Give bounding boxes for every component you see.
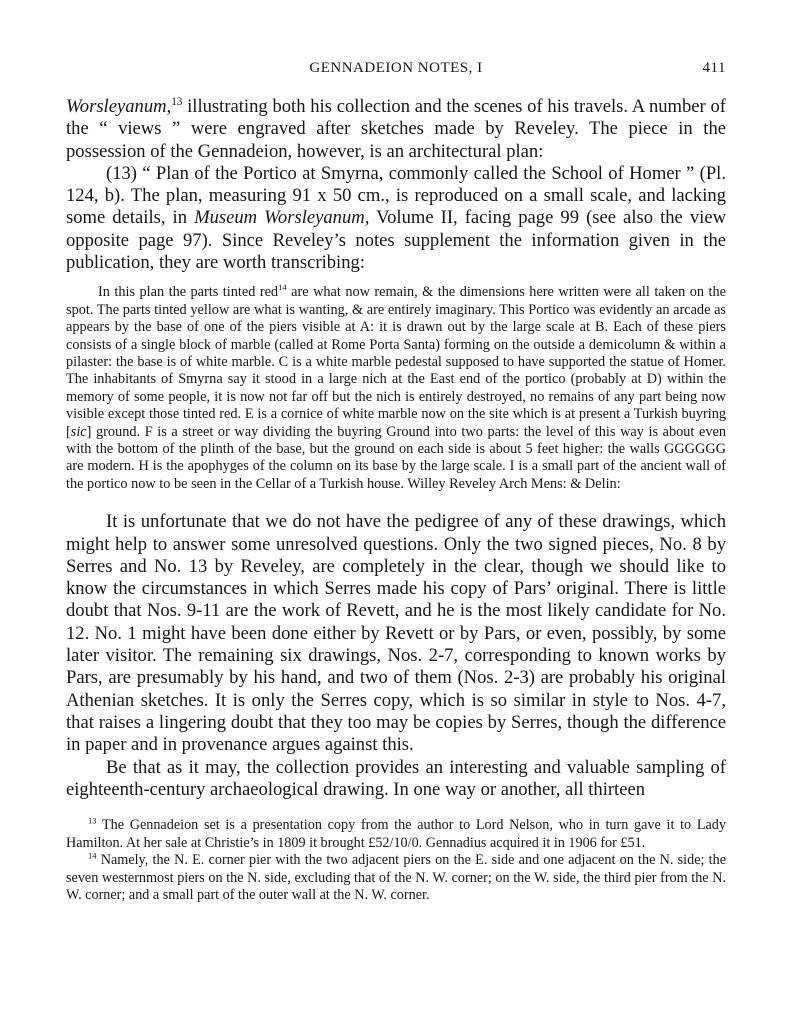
running-title: GENNADEION NOTES, I: [309, 60, 483, 76]
paragraph-2: [66, 163, 726, 274]
italic-title: Museum Worsleyanum,: [194, 207, 370, 229]
footnote-ref-13[interactable]: 13: [171, 95, 183, 108]
footnote-13: [66, 817, 726, 852]
footnote-number: 13: [88, 815, 97, 826]
block-quote: [66, 284, 726, 493]
paragraph-1: [66, 96, 726, 163]
quote-text: In this plan the parts tinted red: [98, 284, 279, 301]
footnote-text: The Gennadeion set is a presentation copy from the author to Lord Nelson, who in turn gave it to Lady Hamilton. At her sale at Christie’s in 1809 it brought £52/10/0. Gennadius acquired it in 1906 for £51.: [66, 817, 726, 851]
sic-italic: sic: [70, 423, 87, 440]
page: [66, 60, 726, 905]
quote-text: ] ground. F is a street or way dividing the buyring Ground into two parts: the level of this way is about even with the bottom of the plinth of the base, but the ground on each side is about 5 feet higher: the walls GGGGGG are modern. H is the apophyges of the column on its base by the large scale. I is a small part of the ancient wall of the portico now to be seen in the Cellar of a Turkish house. Willey Reveley Arch Mens: & Delin:: [66, 423, 726, 492]
paragraph-text: (13) “ Plan of the Portico at Smyrna, commonly called the School of Homer ” (Pl. 124, b). The plan, measuring 91 x 50 cm., is reproduced on a small scale, and lacking some details, in: [66, 162, 726, 229]
paragraph-text: illustrating both his collection and the scenes of his travels. A number of the “ views ” were engraved after sketches made by Reveley. The piece in the possession of the Gennadeion, however, is an architectural plan:: [66, 96, 726, 162]
footnote-number: 14: [88, 850, 97, 861]
running-header: [66, 60, 726, 84]
body-text-continued: [66, 511, 726, 801]
page-number: 411: [702, 60, 726, 76]
body-text: [66, 96, 726, 274]
italic-title: Worsleyanum,: [66, 96, 172, 117]
paragraph-4: Be that as it may, the collection provides an interesting and valuable sampling of eighteenth-century archaeological drawing. In one way or another, all thirteen: [66, 756, 726, 800]
footnote-14: [66, 852, 726, 905]
paragraph-text: Volume II, facing page 99 (see also the view opposite page 97). Since Reveley’s notes supplement the information given in the publication, they are worth transcribing:: [66, 207, 726, 274]
footnotes: [66, 817, 726, 905]
footnote-text: Namely, the N. E. corner pier with the two adjacent piers on the E. side and one adjacent on the N. side; the seven westernmost piers on the N. side, excluding that of the N. W. corner; on the W. side, the third pier from the N. W. corner; and a small part of the outer wall at the N. W. corner.: [66, 852, 726, 904]
paragraph-3: It is unfortunate that we do not have the pedigree of any of these drawings, which might help to answer some unresolved questions. Only the two signed pieces, No. 8 by Serres and No. 13 by Reveley, are completely in the clear, though we should like to know the circumstances in which Serres made his copy of Pars’ original. There is little doubt that Nos. 9-11 are the work of Revett, and he is the most likely candidate for No. 12. No. 1 might have been done either by Revett or by Pars, or even, possibly, by some later visitor. The remaining six drawings, Nos. 2-7, corresponding to known works by Pars, are presumably by his hand, and two of them (Nos. 2-3) are probably his original Athenian sketches. It is only the Serres copy, which is so similar in style to Nos. 4-7, that raises a lingering doubt that they too may be copies by Serres, though the difference in paper and in provenance argues against this.: [66, 511, 726, 756]
footnote-ref-14[interactable]: 14: [278, 282, 287, 293]
quote-text: are what now remain, & the dimensions here written were all taken on the spot. The parts tinted yellow are what is wanting, & are entirely imaginary. This Portico was evidently an arcade as appears by the base of one of the piers visible at A: it is drawn out by the large scale at B. Each of these piers consists of a single block of marble (called at Rome Porta Santa) forming on the outside a demicolumn & within a pilaster: the base is of white marble. C is a white marble pedestal supposed to have supported the statue of Homer. The inhabitants of Smyrna say it stood in a large nich at the East end of the portico (probably at D) within the memory of some people, it is now not far off but the nich is entirely destroyed, no remains of any part being now visible except those tinted red. E is a cornice of white marble now on the site which is at present a Turkish buyring [: [66, 284, 727, 440]
